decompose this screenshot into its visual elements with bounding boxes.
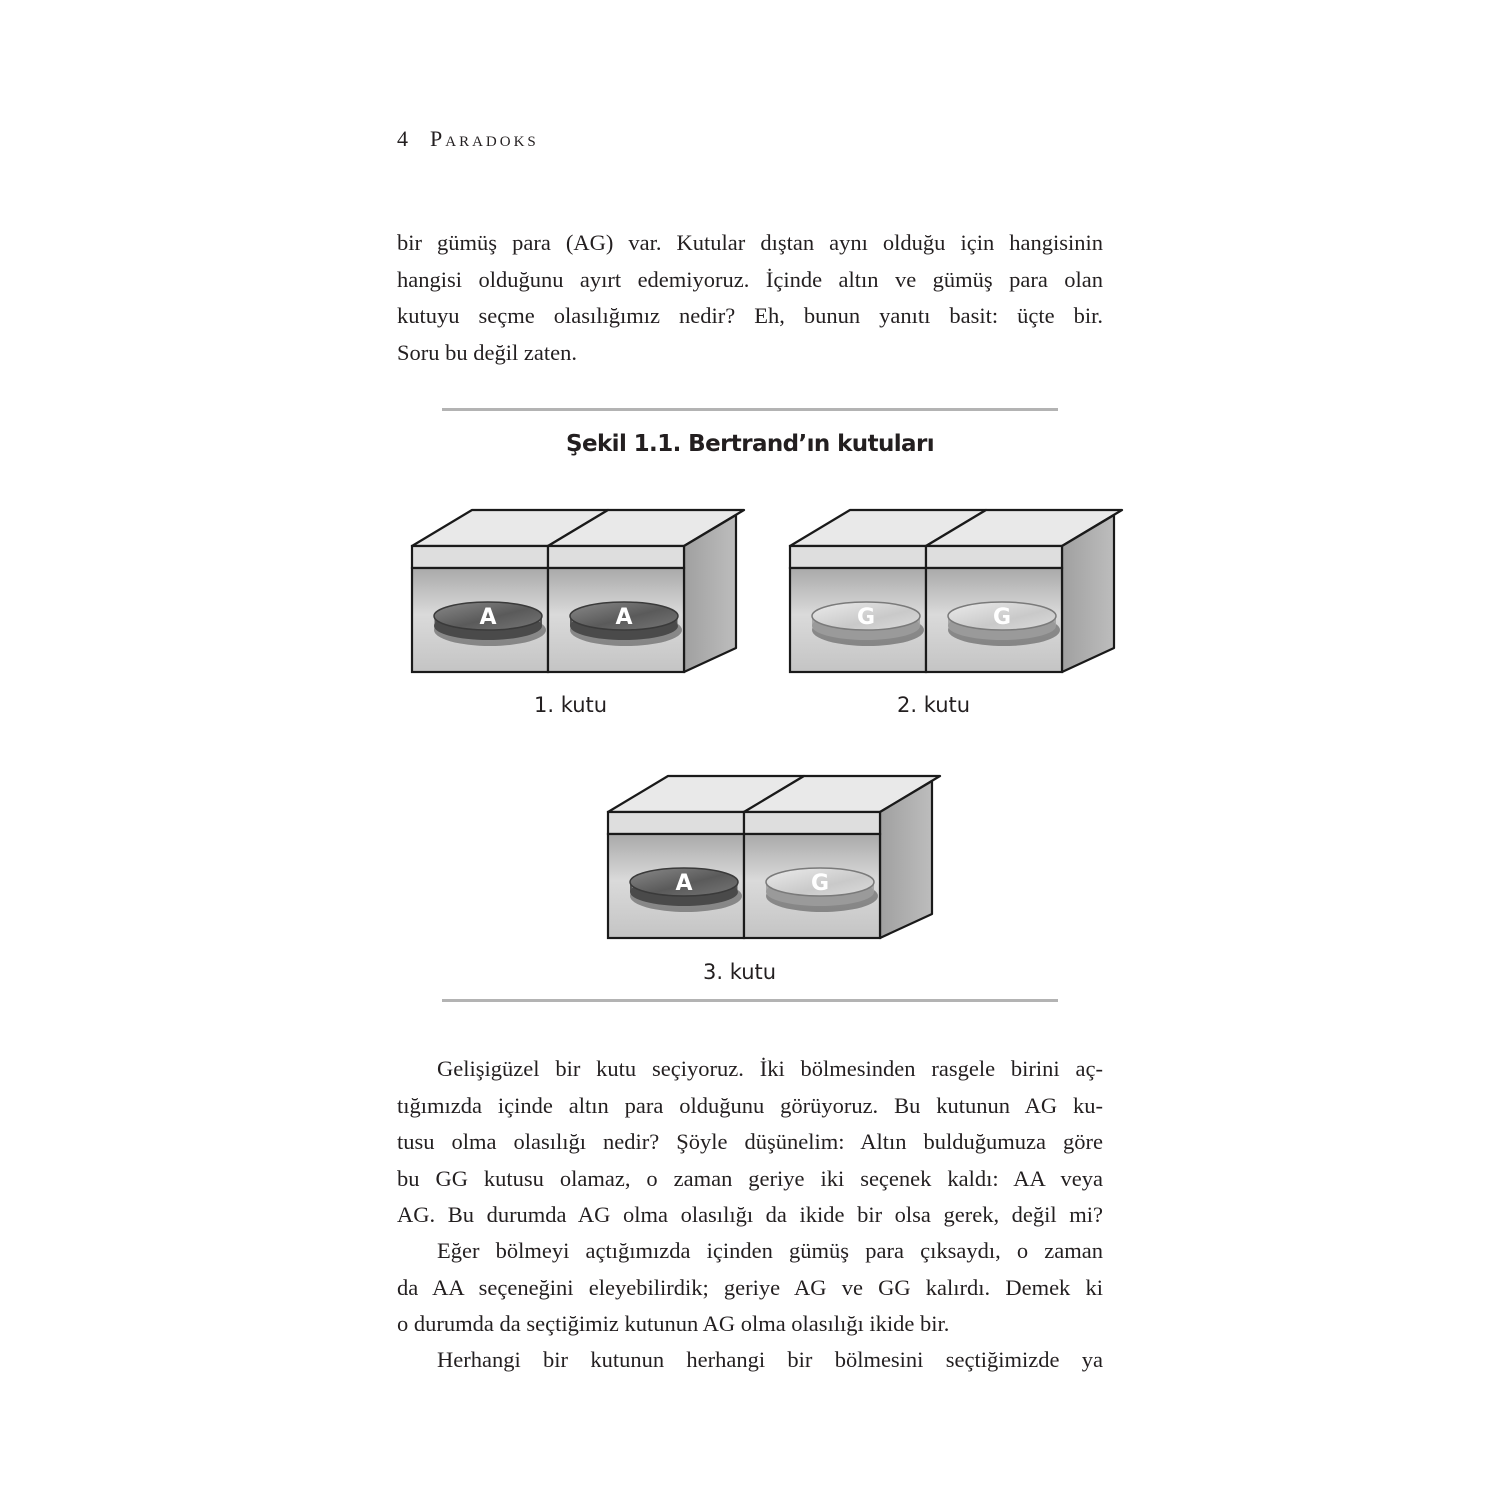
text-line: tığımızda içinde altın para olduğunu görüyoruz. Bu kutunun AG ku- (397, 1092, 1103, 1118)
text-line: AG. Bu durumda AG olma olasılığı da ikide bir olsa gerek, değil mi? (397, 1202, 1103, 1227)
box-label-3: 3. kutu (703, 960, 777, 984)
body-paragraph-1 (397, 1051, 1103, 1234)
page-number: 4 (397, 126, 408, 151)
box-label-2: 2. kutu (897, 693, 971, 717)
coin-letter: G (992, 605, 1012, 630)
box-label-1: 1. kutu (534, 693, 608, 717)
text-line: Soru bu değil zaten. (397, 339, 577, 365)
running-head-title: Paradoks (430, 126, 539, 151)
coin-letter: A (615, 605, 633, 630)
text-line: Herhangi bir kutunun herhangi bir bölmesini seçtiğimizde ya (437, 1347, 1103, 1372)
silver-coin-icon (948, 602, 1060, 646)
text-line: bu GG kutusu olamaz, o zaman geriye iki seçenek kaldı: AA veya (397, 1165, 1103, 1191)
box-2 (790, 510, 1122, 672)
text-line: hangisi olduğunu ayırt edemiyoruz. İçinde altın ve gümüş para olan (397, 266, 1103, 292)
text-line: Gelişigüzel bir kutu seçiyoruz. İki bölmesinden rasgele birini aç- (437, 1056, 1103, 1081)
coin-letter: A (479, 605, 497, 630)
text-line: da AA seçeneğini eleyebilirdik; geriye AG ve GG kalırdı. Demek ki (397, 1274, 1103, 1300)
silver-coin-icon (766, 868, 878, 912)
silver-coin-icon (812, 602, 924, 646)
text-line: kutuyu seçme olasılığımız nedir? Eh, bunun yanıtı basit: üçte bir. (397, 303, 1103, 328)
figure-title: Şekil 1.1. Bertrand’ın kutuları (566, 431, 934, 457)
gold-coin-icon (570, 602, 682, 646)
box-compartment (926, 510, 1122, 672)
gold-coin-icon (630, 868, 742, 912)
gold-coin-icon (434, 602, 546, 646)
box-compartment (744, 776, 940, 938)
box-compartment (548, 510, 744, 672)
text-line: Eğer bölmeyi açtığımızda içinden gümüş para çıksaydı, o zaman (437, 1238, 1103, 1263)
box-3 (608, 776, 940, 938)
coin-letter: G (810, 871, 830, 896)
coin-letter: G (856, 605, 876, 630)
coin-letter: A (675, 871, 693, 896)
box-1 (412, 510, 744, 672)
text-line: bir gümüş para (AG) var. Kutular dıştan aynı olduğu için hangisinin (397, 230, 1103, 255)
body-paragraph-2 (397, 1233, 1103, 1343)
body-paragraph-3 (397, 1342, 1103, 1379)
text-line: tusu olma olasılığı nedir? Şöyle düşünelim: Altın bulduğumuza göre (397, 1129, 1103, 1154)
figure-bottom-rule (442, 999, 1058, 1002)
text-line: o durumda da seçtiğimiz kutunun AG olma olasılığı ikide bir. (397, 1311, 950, 1336)
